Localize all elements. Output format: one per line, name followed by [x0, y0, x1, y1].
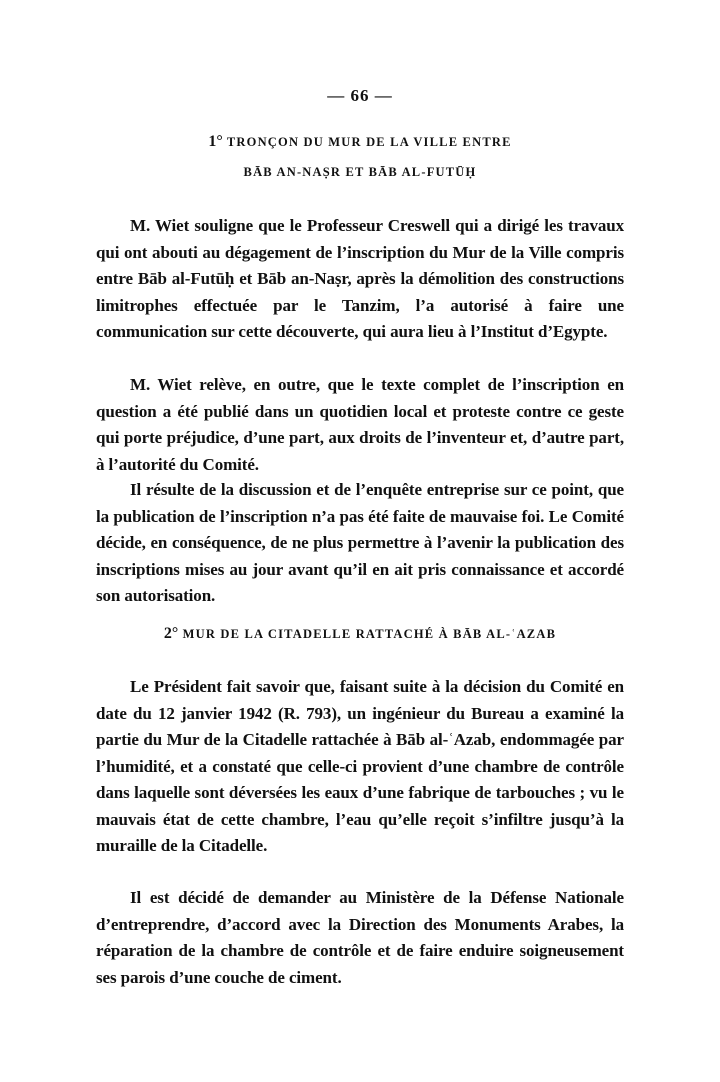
section-1-paragraph-2: M. Wiet relève, en outre, que le texte complet de l’inscription en question a été publié dans un quotidien local et proteste contre ce geste qui porte préjudice, d’une part, aux droits de l’inventeur et, d’autre part, à l’autorité du Comité.	[96, 375, 624, 474]
section-2-heading	[0, 625, 720, 643]
section-1-title-line-2: BĀB AN-NAṢR ET BĀB AL-FUTŪḤ	[243, 165, 477, 179]
section-1-paragraph-1: M. Wiet souligne que le Professeur Creswell qui a dirigé les travaux qui ont abouti au dégagement de l’inscription du Mur de la Ville compris entre Bāb al-Futūḥ et Bāb an-Naṣr, après la démolition des constructions limitrophes effectuée par le Tanzim, l’a autorisé à faire une communication sur cette découverte, qui aura lieu à l’Institut d’Egypte.	[96, 216, 624, 341]
section-2-paragraph-1: Le Président fait savoir que, faisant suite à la décision du Comité en date du 12 janvier 1942 (R. 793), un ingénieur du Bureau a examiné la partie du Mur de la Citadelle rattachée à Bāb al-ʿAzab, endommagée par l’humidité, et a constaté que celle-ci provient d’une chambre de contrôle dans laquelle sont déversées les eaux d’une fabrique de tarbouches ; vu le mauvais état de cette chambre, l’eau qu’elle reçoit s’infiltre jusqu’à la muraille de la Citadelle.	[96, 677, 624, 855]
section-1-number: 1°	[208, 133, 223, 150]
section-2-number: 2°	[163, 625, 179, 642]
section-2-paragraph-2: Il est décidé de demander au Ministère de la Défense Nationale d’entreprendre, d’accord avec la Direction des Monuments Arabes, la réparation de la chambre de contrôle et de faire enduire soigneusement ses parois d’une couche de ciment.	[96, 888, 624, 987]
section-1-heading-line-1	[0, 133, 720, 151]
section-1-title-line-1: TRONÇON DU MUR DE LA VILLE ENTRE	[226, 135, 512, 149]
page-number: — 66 —	[327, 86, 393, 105]
section-1-paragraph-3: Il résulte de la discussion et de l’enquête entreprise sur ce point, que la publication de l’inscription n’a pas été faite de mauvaise foi. Le Comité décide, en conséquence, de ne plus permettre à l’avenir la publication des inscriptions mises au jour avant qu’il en ait pris connaissance et accordé son autorisation.	[96, 480, 624, 605]
section-2-title: MUR DE LA CITADELLE RATTACHÉ À BĀB AL-ʿAZAB	[182, 627, 557, 641]
